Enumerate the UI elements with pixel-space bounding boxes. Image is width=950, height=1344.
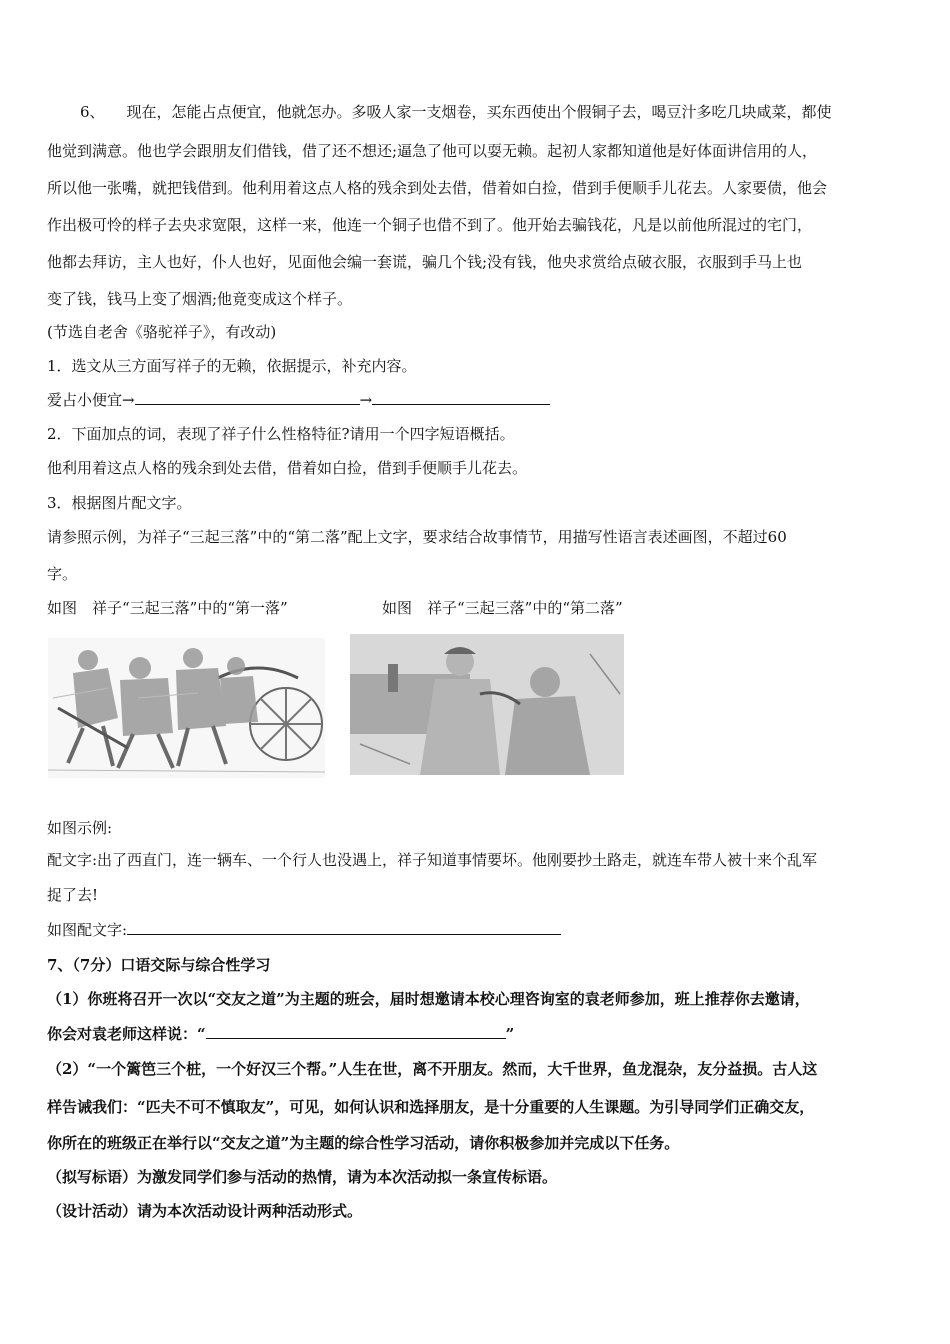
q7-part1-line-1: （1）你班将召开一次以“交友之道”为主题的班会，届时想邀请本校心理咨询室的袁老师参加，班上推荐你去邀请， [47, 990, 810, 1008]
question-2: 2．下面加点的词，表现了祥子什么性格特征?请用一个四字短语概括。 [47, 425, 515, 443]
question-number: 6、 [80, 103, 105, 121]
two-men-sketch [350, 634, 624, 775]
question-7-title: 7、（7分）口语交际与综合性学习 [47, 956, 271, 974]
q7-part2-line-3: 你所在的班级正在举行以“交友之道”为主题的综合性学习活动，请你积极参加并完成以下任务。 [47, 1134, 680, 1152]
passage-line-3: 所以他一张嘴，就把钱借到。他利用着这点人格的残余到处去借，借着如白捡，借到手便顺手儿花去。人家要债，他会 [47, 179, 828, 197]
example-label: 如图示例: [47, 819, 113, 837]
example-line-1: 配文字:出了西直门，连一辆车、一个行人也没遇上，祥子知道事情要坏。他刚要抄土路走，就连车带人被十来个乱军 [47, 851, 818, 869]
soldiers-rickshaw-sketch [48, 638, 325, 778]
question-3-line-1: 请参照示例，为祥子“三起三落”中的“第二落”配上文字，要求结合故事情节，用描写性语言表述画图，不超过60 [47, 528, 787, 546]
answer-blank-2[interactable] [372, 390, 550, 405]
q7-task-slogan: （拟写标语）为激发同学们参与活动的热情，请为本次活动拟一条宣传标语。 [47, 1168, 558, 1186]
question-3-line-2: 字。 [47, 565, 78, 583]
figure-first-fall-illustration [48, 638, 325, 778]
answer-row [47, 920, 561, 940]
q7-task-activity: （设计活动）请为本次活动设计两种活动形式。 [47, 1202, 363, 1220]
question-1: 1．选文从三方面写祥子的无赖，依据提示，补充内容。 [47, 357, 417, 375]
q7-part2-line-2: 样告诫我们：“匹夫不可不慎取友”，可见，如何认识和选择朋友，是十分重要的人生课题。为引导同学们正确交友， [47, 1098, 815, 1116]
question-2-sentence: 他利用着这点人格的残余到处去借，借着如白捡，借到手便顺手儿花去。 [47, 459, 528, 477]
invitation-answer-blank[interactable] [206, 1024, 506, 1039]
figure-caption-2: 如图 祥子“三起三落”中的“第二落” [382, 599, 623, 617]
passage-source: (节选自老舍《骆驼祥子》，有改动) [47, 323, 277, 341]
q7-part1-line-2: 你会对袁老师这样说：“ ” [47, 1025, 515, 1043]
passage-line-2: 他觉到满意。他也学会跟朋友们借钱，借了还不想还;逼急了他可以耍无赖。起初人家都知道他是好体面讲信用的人， [47, 142, 818, 160]
passage-line-6: 变了钱，钱马上变了烟酒;他竟变成这个样子。 [47, 290, 353, 308]
question-1-answer-row [47, 390, 550, 410]
question-3: 3．根据图片配文字。 [47, 494, 192, 512]
arrow-icon: → [359, 391, 373, 409]
answer-blank-1[interactable] [135, 390, 360, 405]
caption-answer-blank[interactable] [127, 920, 561, 935]
passage-line-5: 他都去拜访，主人也好，仆人也好，见面他会编一套谎，骗几个钱;没有钱，他央求赏给点破衣服，衣服到手马上也 [47, 253, 803, 271]
example-line-2: 捉了去! [47, 886, 99, 904]
answer-label: 如图配文字: [47, 921, 128, 939]
passage-line-4: 作出极可怜的样子去央求宽限，这样一来，他连一个铜子也借不到了。他开始去骗钱花，凡是以前他所混过的宅门， [47, 216, 813, 234]
figure-caption-1: 如图 祥子“三起三落”中的“第一落” [47, 599, 288, 617]
arrow-icon: → [122, 391, 135, 409]
q7-part2-line-1: （2）“一个篱笆三个桩，一个好汉三个帮。”人生在世，离不开朋友。然而，大千世界，鱼龙混杂，友分益损。古人这 [47, 1060, 818, 1078]
q1-prompt: 爱占小便宜 [47, 391, 123, 409]
passage-line-1: 6、 现在，怎能占点便宜，他就怎办。多吸人家一支烟卷，买东西使出个假铜子去，喝豆汁多吃几块咸菜，都使 [80, 103, 832, 121]
figure-second-fall-illustration [350, 634, 624, 775]
